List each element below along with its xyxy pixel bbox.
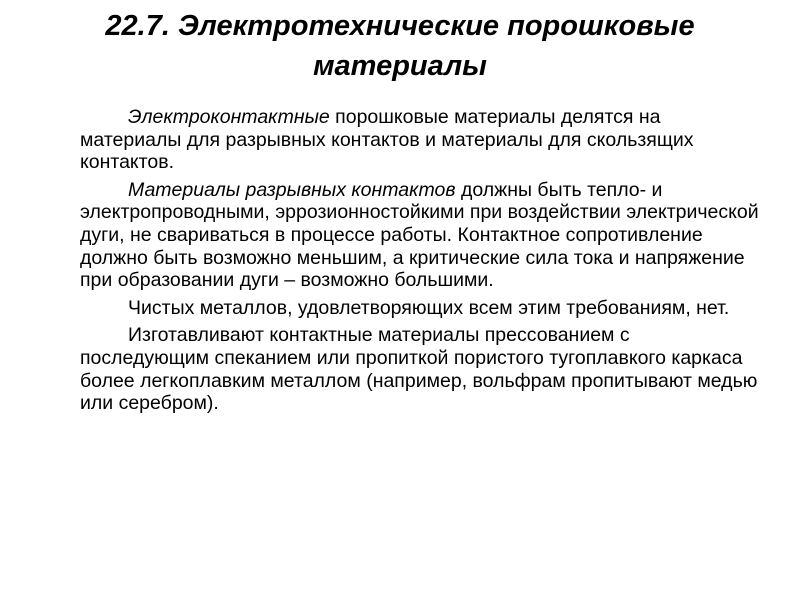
paragraph-emphasis: Электроконтактные — [128, 106, 330, 128]
slide-body — [80, 106, 760, 420]
paragraph-breaking-contacts — [80, 179, 760, 292]
paragraph-emphasis: Материалы разрывных контактов — [128, 178, 456, 201]
slide-title-line-2: материалы — [313, 50, 487, 82]
paragraph-pure-metals — [80, 297, 760, 320]
paragraph-electrocontact — [80, 106, 760, 174]
slide-title-line-1: 22.7. Электротехнические порошковые — [105, 10, 695, 42]
paragraph-text: должны быть тепло- и электропроводными, эррозионностойкими при воздействии электрической дуги, не свариваться в процессе работы. Контактное сопротивление должно быть возможно меньшим, а критические сила тока и напряжение при образовании дуги – возможно большими. — [80, 178, 759, 292]
paragraph-text: Изготавливают контактные материалы прессованием с последующим спеканием или пропиткой пористого тугоплавкого каркаса более легкоплавким металлом (например, вольфрам пропитывают медью или серебром). — [80, 324, 758, 415]
paragraph-text: Чистых металлов, удовлетворяющих всем этим требованиям, нет. — [128, 296, 730, 319]
paragraph-text: порошковые материалы делятся на материалы для разрывных контактов и материалы для скользящих контактов. — [80, 106, 694, 174]
paragraph-manufacturing — [80, 324, 760, 414]
slide-title — [40, 6, 760, 86]
